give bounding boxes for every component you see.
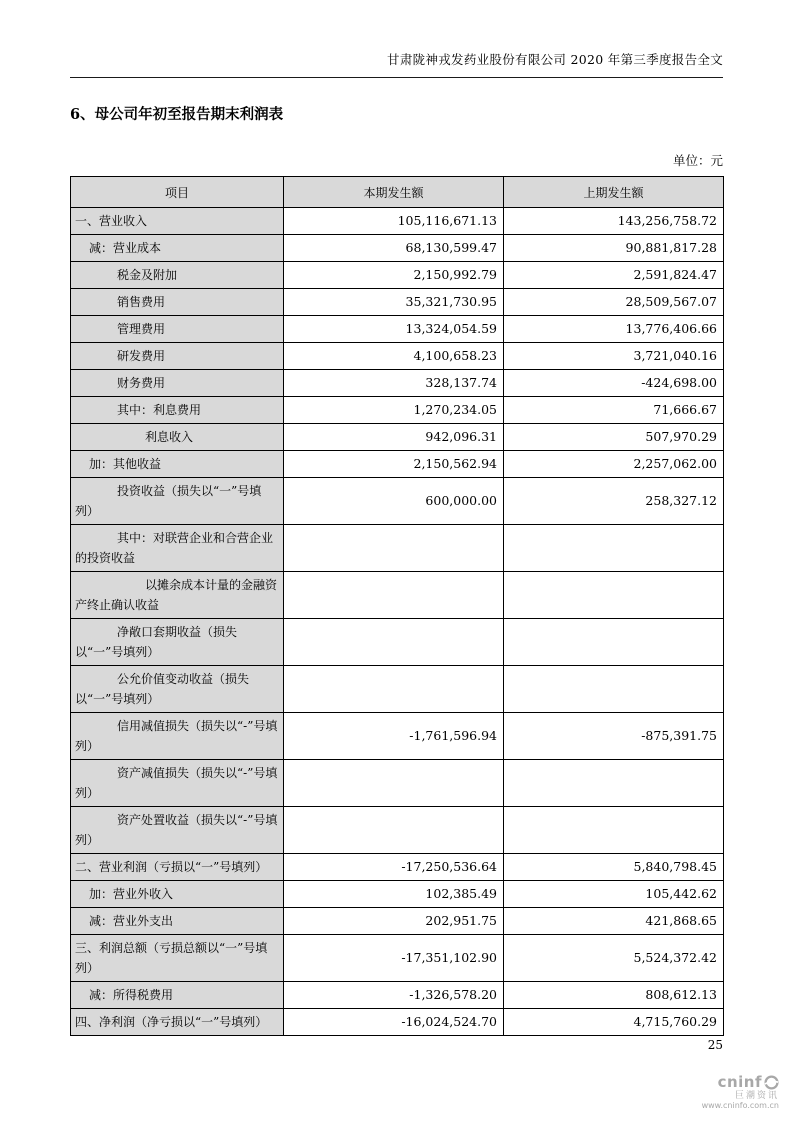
item-cell: 其中：利息费用 [71,397,284,424]
current-period-cell: 1,270,234.05 [284,397,504,424]
prior-period-cell: 105,442.62 [504,881,724,908]
prior-period-cell: 5,524,372.42 [504,935,724,982]
table-row [71,316,724,343]
item-cell: 信用减值损失（损失以“-”号填列） [71,713,284,760]
col-header-prior-period: 上期发生额 [504,177,724,208]
prior-period-cell: 143,256,758.72 [504,208,724,235]
prior-period-cell: 71,666.67 [504,397,724,424]
item-cell: 利息收入 [71,424,284,451]
table-row [71,982,724,1009]
current-period-cell: 68,130,599.47 [284,235,504,262]
current-period-cell: -1,326,578.20 [284,982,504,1009]
col-header-item: 项目 [71,177,284,208]
item-cell: 销售费用 [71,289,284,316]
item-cell: 一、营业收入 [71,208,284,235]
report-page-content [70,0,779,1111]
item-cell: 研发费用 [71,343,284,370]
cninfo-brand-text: cninf [717,1073,762,1091]
current-period-cell: 102,385.49 [284,881,504,908]
table-row [71,666,724,713]
item-cell: 减：所得税费用 [71,982,284,1009]
table-row [71,881,724,908]
table-row [71,619,724,666]
prior-period-cell [504,619,724,666]
item-cell: 加：营业外收入 [71,881,284,908]
table-row [71,525,724,572]
table-row [71,343,724,370]
item-cell: 资产处置收益（损失以“-”号填列） [71,807,284,854]
item-cell: 减：营业外支出 [71,908,284,935]
table-row [71,713,724,760]
prior-period-cell: 507,970.29 [504,424,724,451]
prior-period-cell [504,760,724,807]
item-cell: 管理费用 [71,316,284,343]
table-row [71,572,724,619]
cninfo-globe-icon [764,1075,779,1090]
table-row [71,854,724,881]
table-row [71,262,724,289]
page-number: 25 [707,1038,723,1052]
table-row [71,235,724,262]
current-period-cell: -17,351,102.90 [284,935,504,982]
item-cell: 二、营业利润（亏损以“一”号填列） [71,854,284,881]
item-cell: 资产减值损失（损失以“-”号填列） [71,760,284,807]
table-body [71,208,724,1036]
table-row [71,478,724,525]
current-period-cell: 13,324,054.59 [284,316,504,343]
item-cell: 加：其他收益 [71,451,284,478]
current-period-cell [284,666,504,713]
income-statement-table [70,176,724,1036]
item-cell: 公允价值变动收益（损失以“一”号填列） [71,666,284,713]
item-cell: 以摊余成本计量的金融资产终止确认收益 [71,572,284,619]
item-cell: 三、利润总额（亏损总额以“一”号填列） [71,935,284,982]
current-period-cell [284,760,504,807]
prior-period-cell: 28,509,567.07 [504,289,724,316]
table-row [71,208,724,235]
prior-period-cell: 4,715,760.29 [504,1009,724,1036]
item-cell: 其中：对联营企业和合营企业的投资收益 [71,525,284,572]
current-period-cell: -1,761,596.94 [284,713,504,760]
prior-period-cell: 2,257,062.00 [504,451,724,478]
table-row [71,424,724,451]
report-header-title: 甘肃陇神戎发药业股份有限公司 2020 年第三季度报告全文 [70,0,723,78]
prior-period-cell: 808,612.13 [504,982,724,1009]
current-period-cell [284,619,504,666]
table-row [71,370,724,397]
current-period-cell: 600,000.00 [284,478,504,525]
current-period-cell [284,525,504,572]
prior-period-cell: 13,776,406.66 [504,316,724,343]
table-row [71,289,724,316]
prior-period-cell: 90,881,817.28 [504,235,724,262]
col-header-current-period: 本期发生额 [284,177,504,208]
current-period-cell: 202,951.75 [284,908,504,935]
item-cell: 减：营业成本 [71,235,284,262]
current-period-cell: 35,321,730.95 [284,289,504,316]
prior-period-cell: -424,698.00 [504,370,724,397]
item-cell: 四、净利润（净亏损以“一”号填列） [71,1009,284,1036]
cninfo-url: www.cninfo.com.cn [701,1101,779,1111]
current-period-cell: -16,024,524.70 [284,1009,504,1036]
current-period-cell: 942,096.31 [284,424,504,451]
table-row [71,1009,724,1036]
item-cell: 净敞口套期收益（损失以“一”号填列） [71,619,284,666]
cninfo-name: 巨潮资讯 [734,1090,779,1101]
current-period-cell: -17,250,536.64 [284,854,504,881]
prior-period-cell [504,525,724,572]
table-row [71,760,724,807]
table-row [71,807,724,854]
current-period-cell: 2,150,992.79 [284,262,504,289]
table-row [71,908,724,935]
table-header-row [71,177,724,208]
table-row [71,935,724,982]
unit-label: 单位：元 [672,153,723,168]
section-title: 6、母公司年初至报告期末利润表 [70,106,284,123]
cninfo-logo [702,1074,779,1111]
current-period-cell: 4,100,658.23 [284,343,504,370]
current-period-cell [284,572,504,619]
item-cell: 财务费用 [71,370,284,397]
prior-period-cell: 5,840,798.45 [504,854,724,881]
prior-period-cell: 421,868.65 [504,908,724,935]
item-cell: 税金及附加 [71,262,284,289]
item-cell: 投资收益（损失以“一”号填列） [71,478,284,525]
prior-period-cell [504,807,724,854]
current-period-cell: 328,137.74 [284,370,504,397]
table-row [71,451,724,478]
table-row [71,397,724,424]
prior-period-cell [504,572,724,619]
prior-period-cell [504,666,724,713]
prior-period-cell: -875,391.75 [504,713,724,760]
current-period-cell: 2,150,562.94 [284,451,504,478]
prior-period-cell: 3,721,040.16 [504,343,724,370]
prior-period-cell: 2,591,824.47 [504,262,724,289]
prior-period-cell: 258,327.12 [504,478,724,525]
current-period-cell: 105,116,671.13 [284,208,504,235]
current-period-cell [284,807,504,854]
